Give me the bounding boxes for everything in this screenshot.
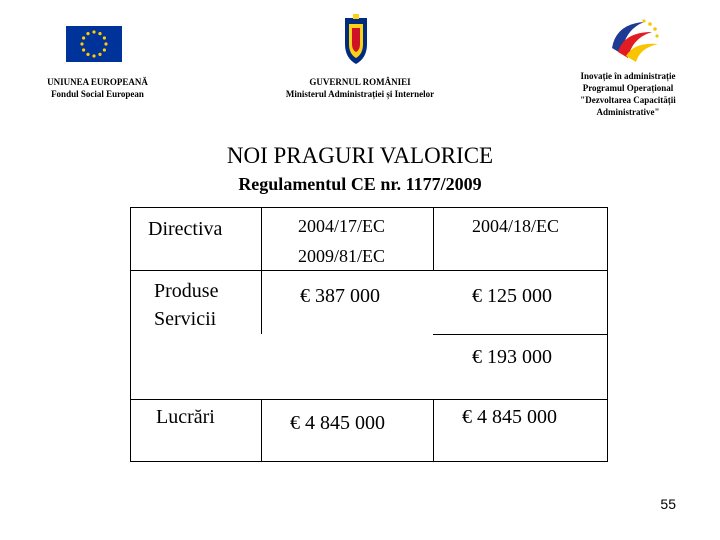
operational-program-label [548, 70, 708, 118]
op-label-line3: "Dezvoltarea Capacității [580, 95, 676, 105]
table-cell-produse-col1: € 387 000 [300, 285, 380, 307]
operational-program-logo [598, 18, 660, 66]
romania-coat-of-arms-logo [341, 14, 371, 66]
gov-label-line2: Ministerul Administrației și Internelor [285, 89, 435, 99]
page-number: 55 [660, 496, 676, 512]
slide-subtitle: Regulamentul CE nr. 1177/2009 [238, 174, 482, 194]
op-label-line4: Administrative" [596, 107, 660, 117]
slide-title: NOI PRAGURI VALORICE [226, 143, 494, 168]
table-cell-produse-col2b: € 193 000 [472, 346, 552, 368]
directive-code-2: 2009/81/EC [298, 246, 386, 266]
table-cell-directiva-col2: 2004/18/EC [472, 216, 560, 236]
table-cell-lucrari-label: Lucrări [156, 406, 215, 428]
eu-stars-icon [66, 26, 122, 62]
table-cell-lucrari-col2: € 4 845 000 [462, 406, 557, 428]
eu-label [20, 76, 175, 100]
label-produse: Produse [154, 280, 219, 302]
table-cell-directiva-col1 [298, 211, 385, 271]
gov-label-line1: GUVERNUL ROMÂNIEI [309, 77, 411, 87]
eu-label-line1: UNIUNEA EUROPEANĂ [47, 77, 148, 87]
eu-flag-logo [66, 26, 122, 62]
table-cell-produse-col2a: € 125 000 [472, 285, 552, 307]
government-label [255, 76, 465, 100]
table-cell-lucrari-col1: € 4 845 000 [290, 412, 385, 434]
op-label-line1: Inovație în administrație [580, 71, 676, 81]
table-cell-produse-label [154, 277, 218, 333]
eu-label-line2: Fondul Social European [51, 89, 144, 99]
directive-code-1: 2004/17/EC [298, 216, 386, 236]
op-label-line2: Programul Operațional [582, 83, 674, 93]
table-cell-directiva-label: Directiva [148, 218, 223, 240]
thresholds-table [130, 207, 608, 462]
label-servicii: Servicii [154, 308, 217, 330]
